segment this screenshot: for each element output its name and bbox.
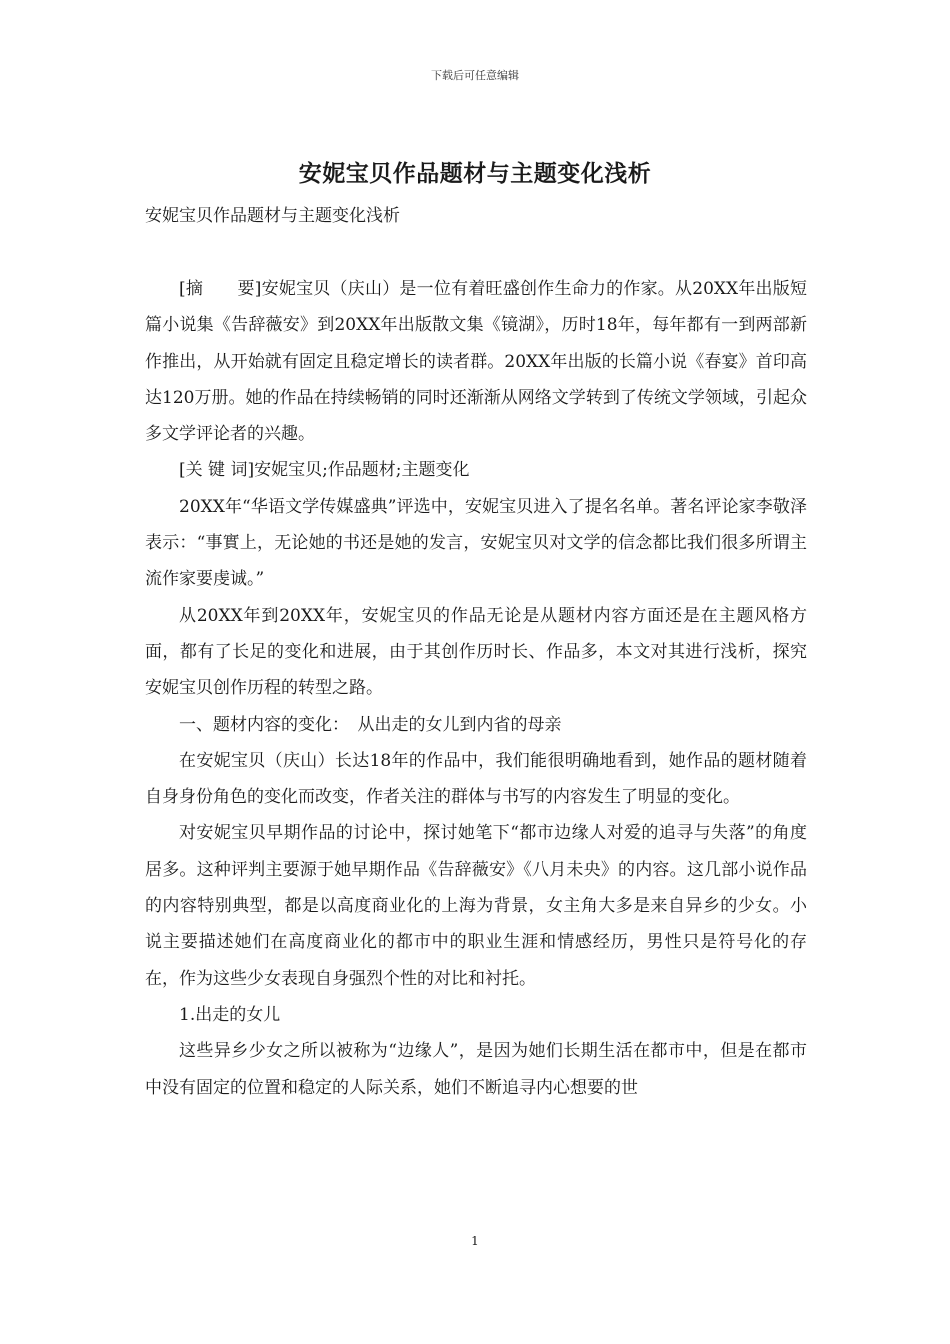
section-heading: 一、题材内容的变化： 从出走的女儿到内省的母亲: [179, 714, 562, 735]
body-paragraph: 20XX年“华语文学传媒盛典”评选中，安妮宝贝进入了提名名单。著名评论家李敬泽表示：“事實上，无论她的书还是她的发言，安妮宝贝对文学的信念都比我们很多所谓主流作家要虔诚。”: [145, 496, 807, 590]
keywords-paragraph: [关 键 词]安妮宝贝;作品题材;主题变化: [179, 460, 470, 481]
document-body: [145, 271, 807, 1106]
document-subtitle: 安妮宝贝作品题材与主题变化浅析: [145, 206, 400, 226]
document-title: 安妮宝贝作品题材与主题变化浅析: [298, 160, 652, 187]
subsection-heading: 1.出走的女儿: [179, 1004, 281, 1025]
abstract-paragraph: [摘 要]安妮宝贝（庆山）是一位有着旺盛创作生命力的作家。从20XX年出版短篇小说集《告辞薇安》到20XX年出版散文集《镜湖》，历时18年，每年都有一到两部新作推出，从开始就有固定且稳定增长的读者群。20XX年出版的长篇小说《春宴》首印高达120万册。她的作品在持续畅销的同时还渐渐从网络文学转到了传统文学领域，引起众多文学评论者的兴趣。: [145, 279, 807, 445]
body-paragraph: 从20XX年到20XX年，安妮宝贝的作品无论是从题材内容方面还是在主题风格方面，都有了长足的变化和进展，由于其创作历时长、作品多，本文对其进行浅析，探究安妮宝贝创作历程的转型之路。: [145, 605, 807, 699]
body-paragraph: 这些异乡少女之所以被称为“边缘人”，是因为她们长期生活在都市中，但是在都市中没有固定的位置和稳定的人际关系，她们不断追寻内心想要的世: [145, 1041, 807, 1098]
body-paragraph: 对安妮宝贝早期作品的讨论中，探讨她笔下“都市边缘人对爱的追寻与失落”的角度居多。这种评判主要源于她早期作品《告辞薇安》《八月未央》的内容。这几部小说作品的内容特别典型，都是以高度商业化的上海为背景，女主角大多是来自异乡的少女。小说主要描述她们在高度商业化的都市中的职业生涯和情感经历，男性只是符号化的存在，作为这些少女表现自身强烈个性的对比和衬托。: [145, 823, 807, 989]
header-note: 下载后可任意编辑: [431, 69, 519, 82]
body-paragraph: 在安妮宝贝（庆山）长达18年的作品中，我们能很明确地看到，她作品的题材随着自身身份角色的变化而改变，作者关注的群体与书写的内容发生了明显的变化。: [145, 750, 807, 808]
page-number: 1: [471, 1234, 479, 1248]
